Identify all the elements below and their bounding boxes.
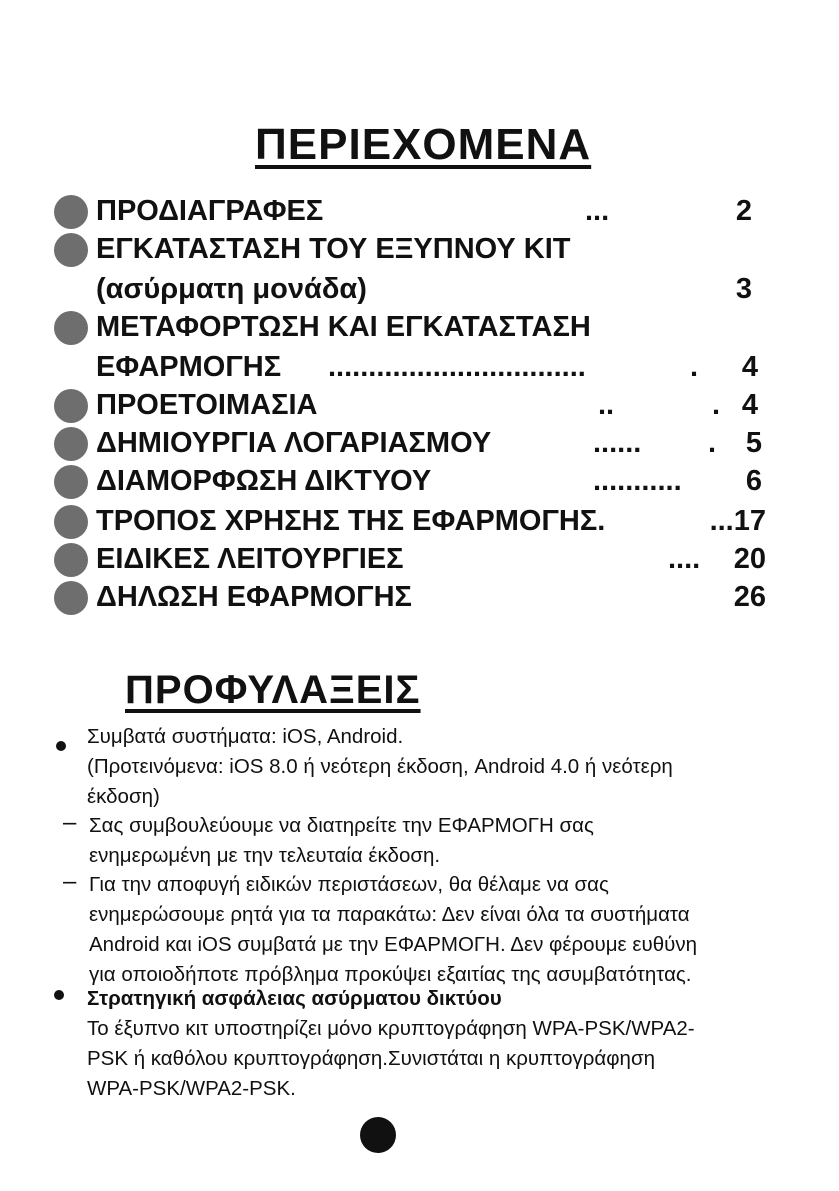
toc-bullet [54,311,88,345]
toc-entry-dot: . [712,389,721,421]
toc-entry-label: ΕΙΔΙΚΕΣ ΛΕΙΤΟΥΡΓΙΕΣ [96,543,404,575]
toc-entry-label: ΔΗΛΩΣΗ ΕΦΑΡΜΟΓΗΣ [96,581,412,613]
toc-entry-dots: ...... [593,427,642,459]
toc-entry-page: 4 [741,351,758,383]
bullet-dot [54,990,64,1000]
compat-line: Συμβατά συστήματα: iOS, Android. [87,725,404,748]
toc-entry-page: 5 [745,427,762,459]
compat-line: έκδοση) [87,785,160,808]
toc-entry-label: ΤΡΟΠΟΣ ΧΡΗΣΗΣ ΤΗΣ ΕΦΑΡΜΟΓΗΣ. [96,505,606,537]
notice-line: Android και iOS συμβατά με την ΕΦΑΡΜΟΓΗ. Δεν φέρουμε ευθύνη [89,933,697,956]
notice-line: για οποιοδήποτε πρόβλημα προκύψει εξαιτίας της ασυμβατότητας. [89,963,692,986]
toc-entry-page: 20 [733,543,766,575]
compat-line: (Προτεινόμενα: iOS 8.0 ή νεότερη έκδοση, Android 4.0 ή νεότερη [87,755,673,778]
toc-entry-label: ΜΕΤΑΦΟΡΤΩΣΗ ΚΑΙ ΕΓΚΑΤΑΣΤΑΣΗ [96,311,591,343]
advice-line: ενημερωμένη με την τελευταία έκδοση. [89,844,441,867]
precautions-title: ΠΡΟΦΥΛΑΞΕΙΣ [125,668,421,712]
security-line: Το έξυπνο κιτ υποστηρίζει μόνο κρυπτογράφηση WPA-PSK/WPA2- [87,1017,695,1040]
toc-entry-dots: ................................ [328,351,586,383]
toc-entry-dots: ........... [593,465,682,497]
toc-entry-label: ΠΡΟΔΙΑΓΡΑΦΕΣ [96,195,324,227]
dash-marker: – [63,868,77,895]
toc-entry-dot: . [690,351,699,383]
security-line: WPA-PSK/WPA2-PSK. [87,1077,296,1100]
dash-marker: – [63,809,77,836]
security-title: Στρατηγική ασφάλειας ασύρματου δικτύου [87,987,502,1010]
security-line: PSK ή καθόλου κρυπτογράφηση.Συνιστάται η κρυπτογράφηση [87,1047,655,1070]
toc-bullet [54,389,88,423]
toc-entry-page: 3 [735,273,752,305]
toc-entry-dots: ... [585,195,610,227]
toc-entry-label: ΕΓΚΑΤΑΣΤΑΣΗ ΤΟΥ ΕΞΥΠΝΟΥ ΚΙΤ [96,233,571,265]
toc-entry-label: ΠΡΟΕΤΟΙΜΑΣΙΑ [96,389,318,421]
toc-bullet [54,505,88,539]
toc-entry-dots: .... [668,543,701,575]
toc-entry-dot: . [708,427,717,459]
page-marker-dot [360,1117,396,1153]
toc-entry-label-line2: ΕΦΑΡΜΟΓΗΣ [96,351,282,383]
toc-entry-page: 26 [733,581,766,613]
toc-entry-page: 4 [741,389,758,421]
toc-entry-dots: .. [598,389,615,421]
advice-line: Σας συμβουλεύουμε να διατηρείτε την ΕΦΑΡΜΟΓΗ σας [89,814,594,837]
toc-entry-page: ...17 [709,505,766,537]
toc-bullet [54,427,88,461]
toc-title: ΠΕΡΙΕΧΟΜΕΝΑ [255,120,592,169]
toc-bullet [54,195,88,229]
toc-entry-page: 6 [745,465,762,497]
toc-entry-page: 2 [735,195,752,227]
notice-line: ενημερώσουμε ρητά για τα παρακάτω: Δεν είναι όλα τα συστήματα [89,903,690,926]
notice-line: Για την αποφυγή ειδικών περιστάσεων, θα θέλαμε να σας [89,873,609,896]
toc-entry-label: ΔΙΑΜΟΡΦΩΣΗ ΔΙΚΤΥΟΥ [96,465,432,497]
toc-entry-label-line2: (ασύρματη μονάδα) [96,273,367,305]
toc-bullet [54,465,88,499]
toc-bullet [54,581,88,615]
toc-bullet [54,543,88,577]
toc-entry-label: ΔΗΜΙΟΥΡΓΙΑ ΛΟΓΑΡΙΑΣΜΟΥ [96,427,492,459]
bullet-dot [56,741,66,751]
toc-bullet [54,233,88,267]
